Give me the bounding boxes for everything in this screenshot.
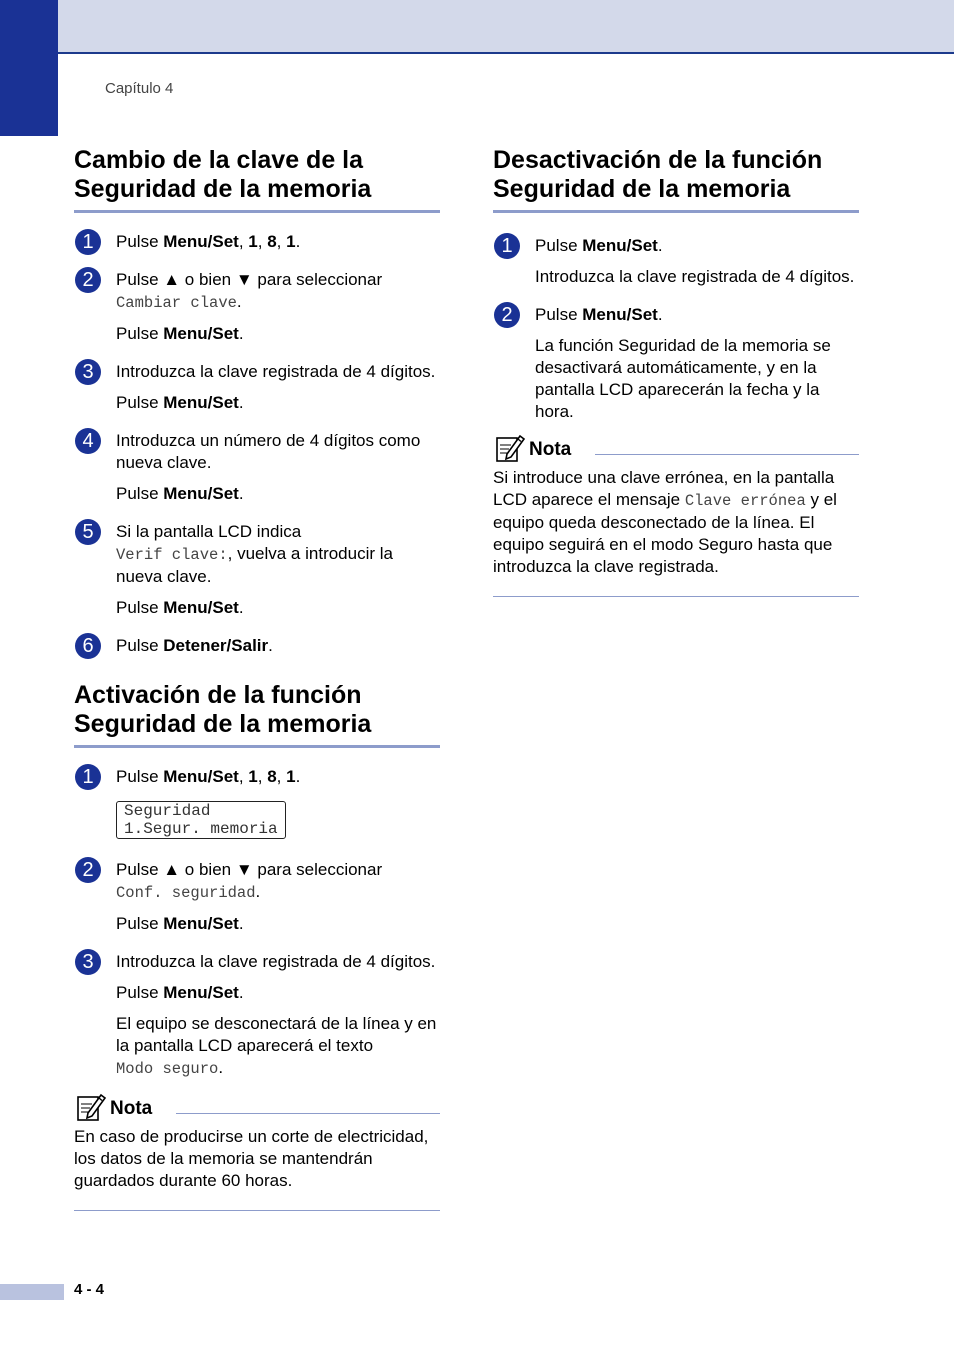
lcd-text: Verif clave: [116, 546, 228, 564]
section-title-desactivacion: Desactivación de la función Seguridad de la memoria [493, 146, 859, 213]
left-column [74, 146, 440, 1211]
step-text: Pulse Menu/Set. [116, 484, 244, 503]
step-text: La función Seguridad de la memoria se desactivará automáticamente, y en la pantalla LCD aparecerán la fecha y la hora. [535, 336, 831, 421]
step-text: Pulse Menu/Set. [535, 236, 663, 255]
step-number-badge: 1 [75, 764, 101, 790]
step-2 [74, 269, 440, 345]
step-text: Introduzca un número de 4 dígitos como nueva clave. [116, 431, 421, 472]
lcd-text: Conf. seguridad [116, 884, 256, 902]
step-text: Pulse ▲ o bien ▼ para seleccionar Cambiar clave. [116, 270, 383, 312]
note-pencil-icon [495, 433, 525, 463]
step-number-badge: 2 [75, 857, 101, 883]
step-text: Introduzca la clave registrada de 4 dígitos. [116, 952, 436, 971]
step-text: Pulse Menu/Set. [535, 305, 663, 324]
note-text: En caso de producirse un corte de electricidad, los datos de la memoria se mantendrán guardados durante 60 horas. [74, 1127, 429, 1190]
right-column [493, 146, 859, 597]
step-text: Pulse Menu/Set. [116, 324, 244, 343]
note-end-rule [74, 1210, 440, 1211]
section-title-cambio-clave: Cambio de la clave de la Seguridad de la memoria [74, 146, 440, 213]
step-text: Introduzca la clave registrada de 4 dígitos. [535, 267, 855, 286]
step-4 [74, 430, 440, 505]
step-number-badge: 2 [494, 302, 520, 328]
step-5 [74, 521, 440, 619]
step-text: Pulse Menu/Set, 1, 8, 1. [116, 232, 301, 251]
step-number-badge: 3 [75, 949, 101, 975]
footer-band [0, 1284, 64, 1300]
step-text: Si la pantalla LCD indica Verif clave:, vuelva a introducir la nueva clave. [116, 522, 393, 586]
chapter-tab [0, 0, 58, 136]
note-box [74, 1092, 440, 1211]
note-title: Nota [529, 439, 572, 460]
step-number-badge: 4 [75, 428, 101, 454]
step-1 [493, 235, 859, 288]
lcd-display [116, 801, 286, 839]
chapter-label: Capítulo 4 [105, 80, 174, 97]
step-number-badge: 6 [75, 633, 101, 659]
note-rule [595, 454, 859, 455]
note-end-rule [493, 596, 859, 597]
step-number-badge: 5 [75, 519, 101, 545]
section-title-activacion: Activación de la función Seguridad de la memoria [74, 681, 440, 748]
step-text: Introduzca la clave registrada de 4 dígitos. [116, 362, 436, 381]
step-3 [74, 951, 440, 1080]
step-number-badge: 1 [494, 233, 520, 259]
step-6 [74, 635, 440, 657]
page-number: 4 - 4 [74, 1281, 105, 1298]
lcd-line-1: Seguridad [124, 802, 211, 820]
step-text: Pulse Detener/Salir. [116, 636, 273, 655]
lcd-text: Modo seguro [116, 1060, 219, 1078]
note-title: Nota [110, 1098, 153, 1119]
step-text: Pulse Menu/Set. [116, 983, 244, 1002]
note-pencil-icon [76, 1092, 106, 1122]
step-3 [74, 361, 440, 414]
lcd-text: Cambiar clave [116, 294, 237, 312]
lcd-text: Clave errónea [684, 492, 806, 510]
step-number-badge: 2 [75, 267, 101, 293]
lcd-line-2: 1.Segur. memoria [124, 820, 278, 838]
step-text: Pulse Menu/Set. [116, 393, 244, 412]
note-box [493, 433, 859, 597]
step-1 [74, 766, 440, 851]
header-band [0, 0, 954, 54]
step-text: Pulse Menu/Set, 1, 8, 1. [116, 767, 301, 786]
step-number-badge: 3 [75, 359, 101, 385]
step-number-badge: 1 [75, 229, 101, 255]
step-text: Pulse ▲ o bien ▼ para seleccionar Conf. seguridad. [116, 860, 383, 902]
note-text: Si introduce una clave errónea, en la pantalla LCD aparece el mensaje Clave errónea y el equipo queda desconectado de la línea. El equipo seguirá en el modo Seguro hasta que introduzca la clave registrada. [493, 468, 837, 576]
step-text: Pulse Menu/Set. [116, 914, 244, 933]
step-1 [74, 231, 440, 253]
step-2 [74, 859, 440, 935]
step-2 [493, 304, 859, 423]
note-rule [176, 1113, 440, 1114]
step-text: Pulse Menu/Set. [116, 598, 244, 617]
step-text: El equipo se desconectará de la línea y en la pantalla LCD aparecerá el texto Modo seguro. [116, 1014, 437, 1078]
